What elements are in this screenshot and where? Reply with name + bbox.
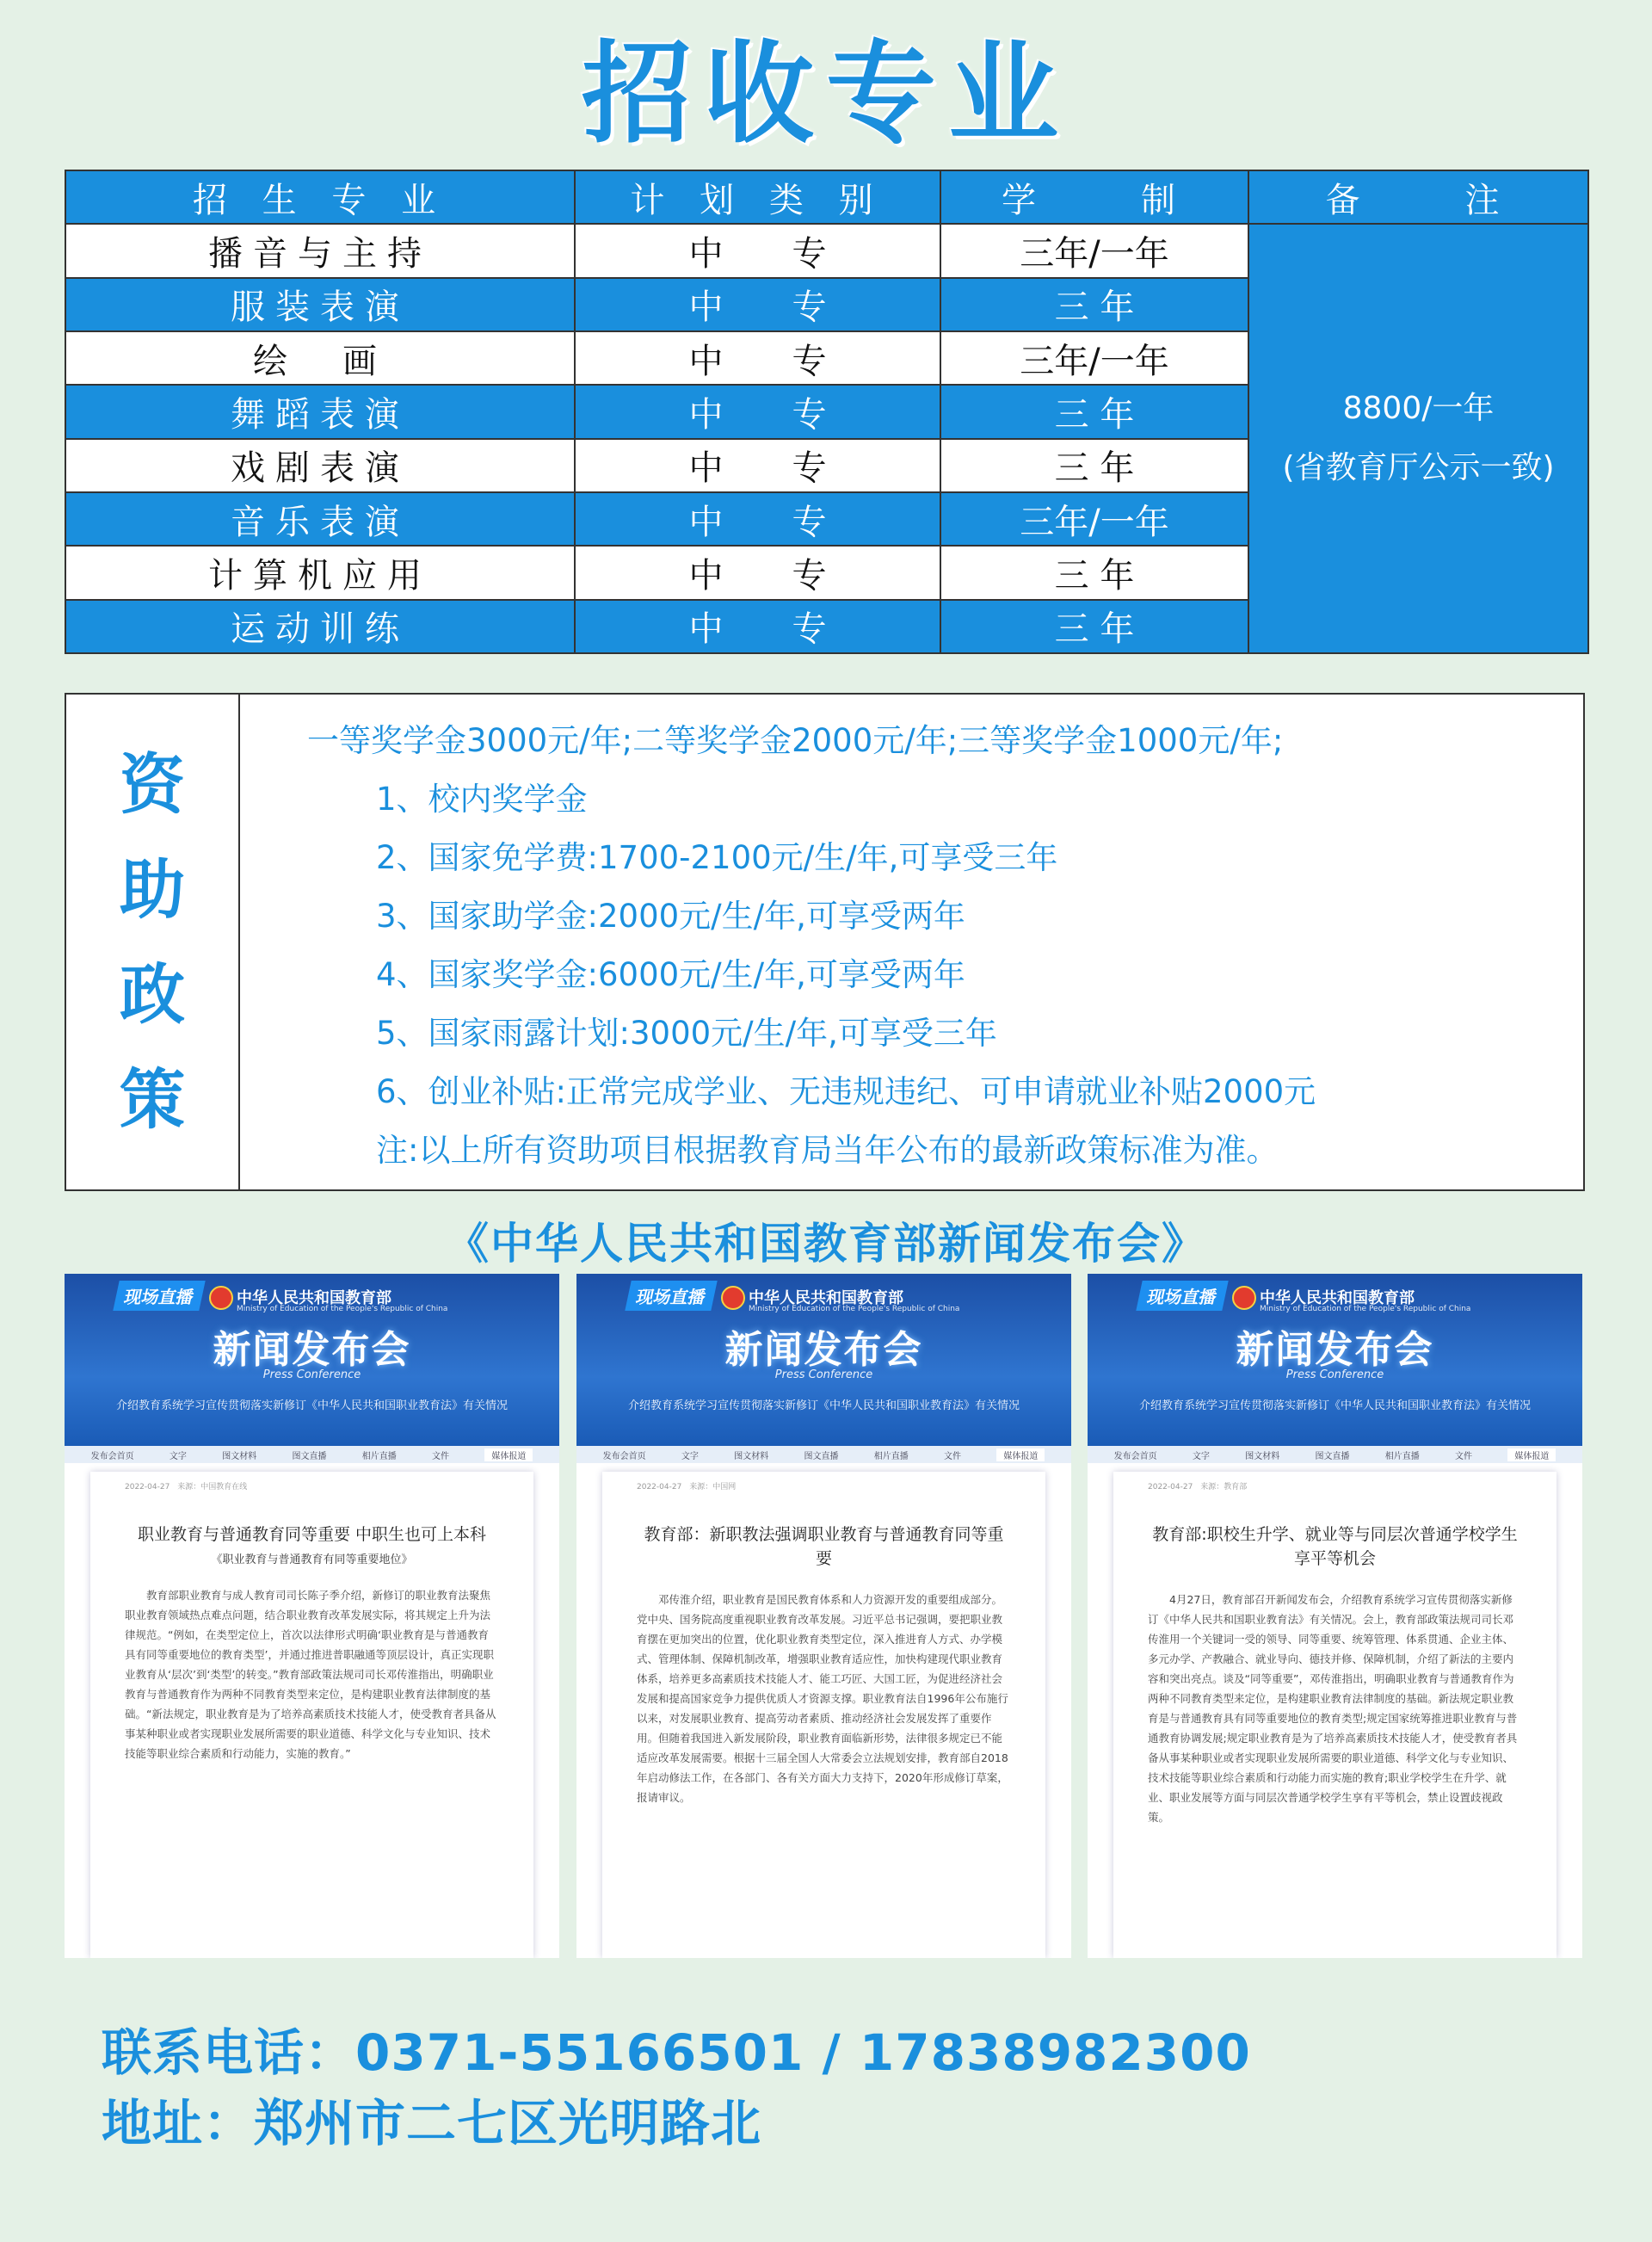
press-article <box>90 1472 533 1958</box>
major-name: 计算机应用 <box>65 546 575 599</box>
ministry-name: 中华人民共和国教育部 <box>1260 1289 1415 1307</box>
contact-phone: 联系电话：0371-55166501 / 17838982300 <box>102 2023 1251 2082</box>
press-card <box>65 1274 559 1958</box>
conference-title-en: Press Conference <box>1285 1368 1384 1381</box>
conference-intro: 介绍教育系统学习宣传贯彻落实新修订《中华人民共和国职业教育法》有关情况 <box>1138 1399 1531 1412</box>
major-name: 绘 画 <box>65 331 575 385</box>
article-title: 教育部：新职教法强调职业教育与普通教育同等重要 <box>644 1525 1004 1568</box>
article-meta: 2022-04-27 来源：教育部 <box>1148 1483 1248 1492</box>
national-emblem-icon <box>209 1286 233 1310</box>
press-card <box>576 1274 1071 1958</box>
major-name: 运动训练 <box>65 600 575 653</box>
national-emblem-icon <box>1232 1286 1256 1310</box>
policy-list <box>307 712 1316 1180</box>
conference-title: 新闻发布会 <box>724 1328 923 1372</box>
contact-address: 地址：郑州市二七区光明路北 <box>102 2094 762 2152</box>
press-nav <box>65 1446 559 1463</box>
nav-item[interactable]: 文件 <box>432 1451 450 1461</box>
nav-item[interactable]: 相片直播 <box>1384 1451 1420 1461</box>
policy-line: 2、国家免学费:1700-2100元/生/年,可享受三年 <box>376 839 1058 876</box>
major-type: 中 专 <box>575 439 940 492</box>
article-title: 教育部:职校生升学、就业等与同层次普通学校学生享平等机会 <box>1152 1525 1518 1568</box>
live-badge: 现场直播 <box>113 1281 205 1311</box>
major-duration: 三 年 <box>940 385 1248 438</box>
live-badge: 现场直播 <box>1136 1281 1228 1311</box>
article-meta: 2022-04-27 来源：中国教育在线 <box>125 1483 248 1492</box>
header-major: 招 生 专 业 <box>65 170 575 224</box>
major-duration: 三 年 <box>940 278 1248 331</box>
major-duration: 三年/一年 <box>940 492 1248 546</box>
page-title: 招收专业 <box>581 30 1070 158</box>
ministry-name-en: Ministry of Education of the People's Republic of China <box>237 1305 448 1313</box>
major-type: 中 专 <box>575 600 940 653</box>
major-name: 服装表演 <box>65 278 575 331</box>
table-header-row <box>65 170 1588 224</box>
nav-item[interactable]: 发布会首页 <box>602 1451 646 1461</box>
nav-item[interactable]: 文件 <box>1455 1451 1473 1461</box>
major-type: 中 专 <box>575 331 940 385</box>
table-row <box>65 224 1588 277</box>
press-nav <box>1088 1446 1582 1463</box>
major-name: 戏剧表演 <box>65 439 575 492</box>
policy-heading-char: 策 <box>120 1060 185 1138</box>
policy-heading-char: 助 <box>120 850 185 928</box>
policy-line: 5、国家雨露计划:3000元/生/年,可享受三年 <box>376 1015 997 1052</box>
article-body: 教育部职业教育与成人教育司司长陈子季介绍，新修订的职业教育法聚焦职业教育领域热点难点问题，结合职业教育改革发展实际，将其规定上升为法律规范。“例如，在类型定位上，首次以法律形式明确‘职业教育是与普通教育具有同等重要地位的教育类型’，并通过推进普职融通等顶层设计，真正实现职业教育从‘层次’到‘类型’的转变。”教育部政策法规司司长邓传淮指出，明确职业教育与普通教育作为两种不同教育类型来定位，是构建职业教育法律制度的基础。“新法规定，职业教育是为了培养高素质技术技能人才，使受教育者具备从事某种职业或者实现职业发展所需要的职业道德、科学文化与专业知识、技术技能等职业综合素质和行动能力，实施的教育。” <box>125 1589 496 1760</box>
nav-item[interactable]: 图文直播 <box>804 1451 839 1461</box>
national-emblem-icon <box>721 1286 745 1310</box>
major-name: 音乐表演 <box>65 492 575 546</box>
conference-intro: 介绍教育系统学习宣传贯彻落实新修订《中华人民共和国职业教育法》有关情况 <box>115 1399 508 1412</box>
header-type: 计 划 类 别 <box>575 170 940 224</box>
ministry-name-en: Ministry of Education of the People's Republic of China <box>1260 1305 1471 1313</box>
nav-item-active[interactable]: 媒体报道 <box>996 1448 1045 1461</box>
nav-item[interactable]: 图文材料 <box>222 1451 257 1461</box>
nav-item[interactable]: 图文材料 <box>1245 1451 1280 1461</box>
nav-item-active[interactable]: 媒体报道 <box>1507 1448 1556 1461</box>
conference-title-en: Press Conference <box>774 1368 873 1381</box>
policy-line: 3、国家助学金:2000元/生/年,可享受两年 <box>376 898 965 935</box>
article-subtitle: 《职业教育与普通教育有同等重要地位》 <box>211 1553 413 1566</box>
remark-note: (省教育厅公示一致) <box>1282 449 1555 485</box>
press-nav <box>576 1446 1071 1463</box>
remark-cell <box>1248 224 1588 653</box>
policy-line: 6、创业补贴:正常完成学业、无违规违纪、可申请就业补贴2000元 <box>376 1073 1316 1110</box>
ministry-name-en: Ministry of Education of the People's Republic of China <box>749 1305 960 1313</box>
press-article <box>602 1472 1045 1958</box>
major-duration: 三 年 <box>940 546 1248 599</box>
press-banner <box>576 1274 1071 1446</box>
header-remark: 备 注 <box>1248 170 1588 224</box>
policy-line: 注:以上所有资助项目根据教育局当年公布的最新政策标准为准。 <box>376 1132 1279 1169</box>
nav-item[interactable]: 图文直播 <box>1315 1451 1350 1461</box>
major-type: 中 专 <box>575 385 940 438</box>
article-meta: 2022-04-27 来源：中国网 <box>637 1483 737 1492</box>
major-type: 中 专 <box>575 278 940 331</box>
major-type: 中 专 <box>575 492 940 546</box>
major-name: 播音与主持 <box>65 224 575 277</box>
major-type: 中 专 <box>575 224 940 277</box>
press-banner <box>1088 1274 1582 1446</box>
remark-fee: 8800/一年 <box>1342 391 1495 427</box>
nav-item-active[interactable]: 媒体报道 <box>484 1448 533 1461</box>
policy-line: 1、校内奖学金 <box>376 781 588 818</box>
nav-item[interactable]: 文件 <box>944 1451 962 1461</box>
ministry-name: 中华人民共和国教育部 <box>237 1289 391 1307</box>
policy-heading-char: 政 <box>120 955 185 1033</box>
majors-table <box>65 170 1589 654</box>
policy-heading <box>66 695 240 1189</box>
nav-item[interactable]: 文字 <box>1192 1451 1210 1461</box>
press-section-title: 《中华人民共和国教育部新闻发布会》 <box>446 1219 1206 1269</box>
policy-heading-char: 资 <box>120 745 185 823</box>
conference-intro: 介绍教育系统学习宣传贯彻落实新修订《中华人民共和国职业教育法》有关情况 <box>627 1399 1020 1412</box>
nav-item[interactable]: 文字 <box>681 1451 699 1461</box>
major-duration: 三年/一年 <box>940 224 1248 277</box>
major-duration: 三 年 <box>940 600 1248 653</box>
policy-line: 一等奖学金3000元/年;二等奖学金2000元/年;三等奖学金1000元/年; <box>307 722 1284 759</box>
article-body: 邓传淮介绍，职业教育是国民教育体系和人力资源开发的重要组成部分。党中央、国务院高度重视职业教育改革发展。习近平总书记强调，要把职业教育摆在更加突出的位置，优化职业教育类型定位，深入推进育人方式、办学模式、管理体制、保障机制改革，增强职业教育适应性，加快构建现代职业教育体系，培养更多高素质技术技能人才、能工巧匠、大国工匠，为促进经济社会发展和提高国家竞争力提供优质人才资源支撑。职业教育法自1996年公布施行以来，对发展职业教育、提高劳动者素质、推动经济社会发展发挥了重要作用。但随着我国进入新发展阶段，职业教育面临新形势，法律很多规定已不能适应改革发展需要。根据十三届全国人大常委会立法规划安排，教育部自2018年启动修法工作，在各部门、各有关方面大力支持下，2020年形成修订草案，报请审议。 <box>637 1593 1008 1804</box>
live-badge: 现场直播 <box>625 1281 717 1311</box>
major-type: 中 专 <box>575 546 940 599</box>
funding-policy-box <box>65 693 1585 1191</box>
major-duration: 三 年 <box>940 439 1248 492</box>
article-title: 职业教育与普通教育同等重要 中职生也可上本科 <box>137 1525 487 1544</box>
press-banner <box>65 1274 559 1446</box>
ministry-name: 中华人民共和国教育部 <box>749 1289 903 1307</box>
nav-item[interactable]: 发布会首页 <box>1113 1451 1157 1461</box>
nav-item[interactable]: 图文直播 <box>292 1451 327 1461</box>
nav-item[interactable]: 相片直播 <box>873 1451 909 1461</box>
nav-item[interactable]: 文字 <box>169 1451 187 1461</box>
nav-item[interactable]: 图文材料 <box>734 1451 769 1461</box>
major-duration: 三年/一年 <box>940 331 1248 385</box>
conference-title-en: Press Conference <box>262 1368 361 1381</box>
press-card <box>1088 1274 1582 1958</box>
policy-line: 4、国家奖学金:6000元/生/年,可享受两年 <box>376 956 965 993</box>
header-duration: 学 制 <box>940 170 1248 224</box>
nav-item[interactable]: 相片直播 <box>361 1451 397 1461</box>
major-name: 舞蹈表演 <box>65 385 575 438</box>
conference-title: 新闻发布会 <box>1236 1328 1434 1372</box>
press-article <box>1113 1472 1556 1958</box>
conference-title: 新闻发布会 <box>213 1328 411 1372</box>
article-body: 4月27日，教育部召开新闻发布会，介绍教育系统学习宣传贯彻落实新修订《中华人民共和国职业教育法》有关情况。会上，教育部政策法规司司长邓传淮用一个关键词一受的领导、同等重要、统筹管理、体系贯通、企业主体、多元办学、产教融合、就业导向、德技并修、保障机制，介绍了新法的主要内容和突出亮点。谈及“同等重要”，邓传淮指出，明确职业教育与普通教育作为两种不同教育类型来定位，是构建职业教育法律制度的基础。新法规定职业教育是与普通教育具有同等重要地位的教育类型;规定国家统筹推进职业教育与普通教育协调发展;规定职业教育是为了培养高素质技术技能人才，使受教育者具备从事某种职业或者实现职业发展所需要的职业道德、科学文化与专业知识、技术技能等职业综合素质和行动能力而实施的教育;职业学校学生在升学、就业、职业发展等方面与同层次普通学校学生享有平等机会，禁止设置歧视政策。 <box>1148 1593 1518 1824</box>
nav-item[interactable]: 发布会首页 <box>90 1451 134 1461</box>
